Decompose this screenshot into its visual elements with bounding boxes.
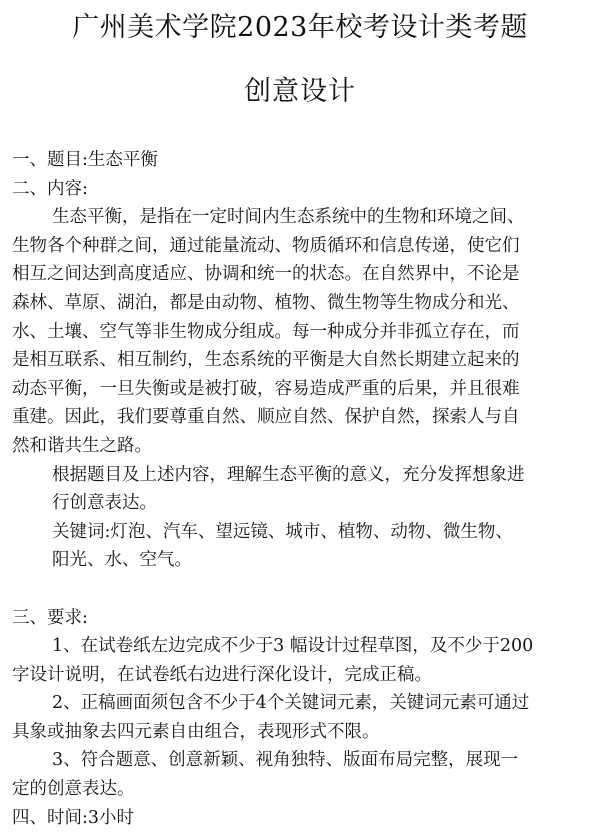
document-subtitle: 创意设计 [244, 76, 356, 107]
requirement-line: 定的创意表达。 [12, 779, 135, 800]
content-heading: 二、内容: [12, 178, 88, 199]
content-paragraph-line: 动态平衡，一旦失衡或是被打破，容易造成严重的后果，并且很难 [12, 378, 520, 399]
content-paragraph-line: 森林、草原、湖泊，都是由动物、植物、微生物等生物成分和光、 [12, 292, 520, 313]
requirement-line: 具象或抽象去四元素自由组合，表现形式不限。 [12, 721, 380, 742]
content-paragraph-line: 水、土壤、空气等非生物成分组成。每一种成分并非孤立存在，而 [12, 321, 520, 342]
document-title: 广州美术学院2023年校考设计类考题 [72, 12, 528, 43]
requirement-line: 1、在试卷纸左边完成不少于3 幅设计过程草图，及不少于200 [52, 636, 534, 657]
content-paragraph-line: 是相互联系、相互制约，生态系统的平衡是大自然长期建立起来的 [12, 350, 520, 371]
content-paragraph-line: 重建。因此，我们要尊重自然、顺应自然、保护自然，探索人与自 [12, 407, 520, 428]
document-body [12, 146, 596, 832]
requirement-line: 2、正稿画面须包含不少于4个关键词元素，关键词元素可通过 [52, 693, 530, 714]
keyword-line: 关键词:灯泡、汽车、望远镜、城市、植物、动物、微生物、 [52, 521, 513, 542]
topic-line: 一、题目:生态平衡 [12, 150, 158, 170]
time-line: 四、时间:3小时 [12, 807, 135, 828]
keyword-line: 阳光、水、空气。 [52, 550, 192, 571]
content-paragraph-line: 生物各个种群之间，通过能量流动、物质循环和信息传递，使它们 [12, 235, 520, 256]
requirement-line: 字设计说明，在试卷纸右边进行深化设计，完成正稿。 [12, 664, 432, 685]
content-paragraph-line: 然和谐共生之路。 [12, 435, 152, 456]
instruction-line: 行创意表达。 [52, 493, 157, 514]
requirement-line: 3、符合题意、创意新颖、视角独特、版面布局完整，展现一 [52, 750, 519, 771]
section-gap [12, 575, 596, 604]
instruction-line: 根据题目及上述内容，理解生态平衡的意义，充分发挥想象进 [52, 464, 525, 485]
content-paragraph-line: 相互之间达到高度适应、协调和统一的状态。在自然界中，不论是 [12, 264, 520, 285]
requirements-heading: 三、要求: [12, 607, 88, 628]
content-paragraph-line: 生态平衡，是指在一定时间内生态系统中的生物和环境之间、 [52, 207, 525, 228]
